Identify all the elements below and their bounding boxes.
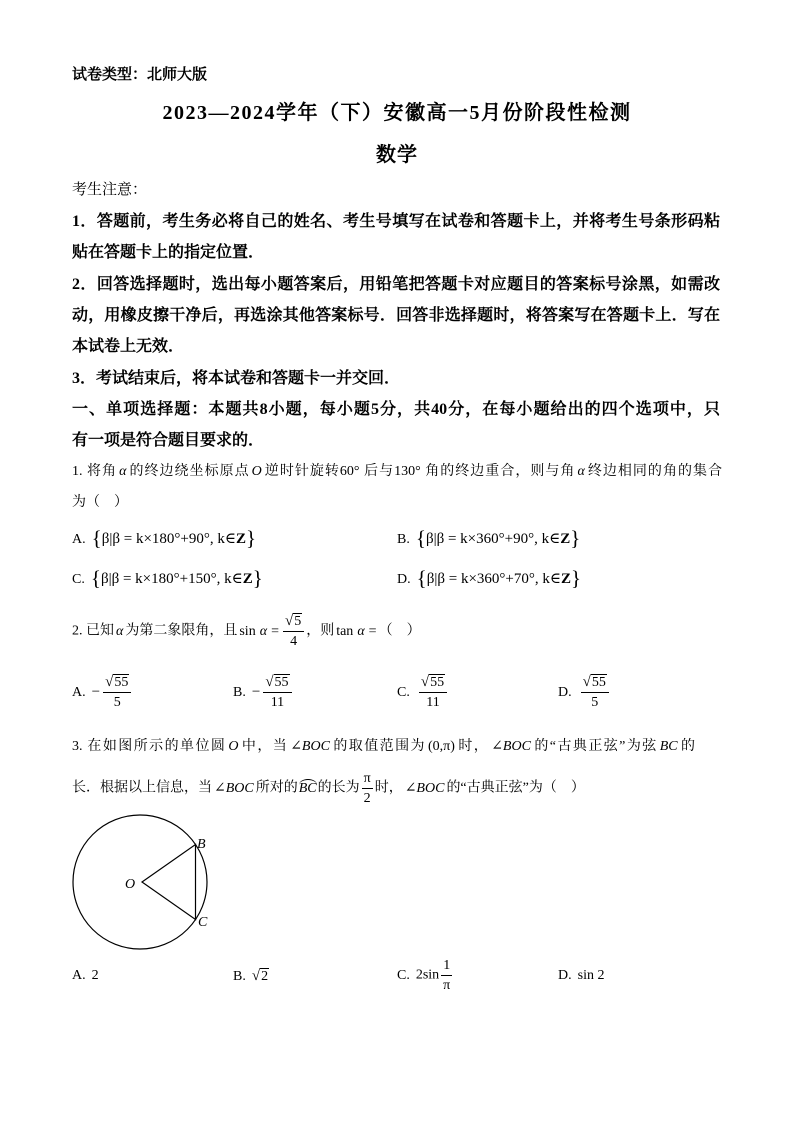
answer-blank: （ ） bbox=[542, 780, 585, 796]
option-label: C. bbox=[397, 684, 410, 700]
stem-text: 中，当 bbox=[240, 739, 289, 754]
radicand: 55 bbox=[430, 675, 445, 690]
answer-blank: （ ） bbox=[378, 623, 421, 639]
sin-function: sin bbox=[239, 623, 256, 639]
radical-sign: √ bbox=[265, 674, 274, 690]
integer-set: Z bbox=[560, 531, 571, 547]
q2-option-a bbox=[72, 673, 133, 712]
math-var: α bbox=[116, 623, 124, 639]
triangle-obc bbox=[142, 845, 196, 920]
q2-option-d bbox=[558, 673, 611, 712]
question-2-stem bbox=[72, 612, 421, 651]
option-label: D. bbox=[397, 572, 411, 587]
exam-type: 试卷类型：北师大版 bbox=[72, 67, 208, 83]
q1-option-d bbox=[397, 568, 581, 590]
brace: } bbox=[252, 566, 263, 590]
fraction bbox=[581, 673, 609, 712]
option-label: A. bbox=[72, 532, 86, 547]
fraction-denominator: 4 bbox=[290, 634, 298, 649]
section-heading: 一、单项选择题：本题共8小题，每小题5分，共40分，在每小题给出的四个选项中，只 bbox=[72, 401, 720, 418]
arc-bc: BC bbox=[298, 779, 318, 799]
stem-text: 终边相同的角的集合 bbox=[586, 464, 723, 479]
math-var: α bbox=[577, 464, 585, 479]
option-label: D. bbox=[558, 968, 572, 983]
option-label: B. bbox=[233, 684, 246, 700]
integer-set: Z bbox=[235, 531, 246, 547]
angle-boc: ∠BOC bbox=[491, 739, 531, 754]
math-var: O bbox=[251, 464, 262, 479]
radicand: 5 bbox=[294, 614, 302, 629]
stem-text: 的终边绕坐标原点 bbox=[128, 464, 250, 479]
fraction bbox=[419, 673, 447, 712]
radicand: 2 bbox=[261, 969, 269, 984]
fraction-denominator: π bbox=[443, 978, 451, 993]
equals-sign: = bbox=[271, 623, 279, 639]
fraction bbox=[441, 956, 452, 995]
fraction bbox=[283, 612, 304, 651]
angle-boc: ∠BOC bbox=[214, 780, 254, 796]
q3-option-b bbox=[233, 966, 269, 987]
integer-set: Z bbox=[242, 571, 253, 587]
option-coefficient: 2sin bbox=[415, 967, 440, 983]
notice-heading: 考生注意： bbox=[72, 182, 148, 198]
radical-sign: √ bbox=[251, 968, 261, 984]
fraction bbox=[103, 673, 131, 712]
brace: } bbox=[570, 526, 581, 550]
fraction-numerator bbox=[103, 673, 131, 693]
label-o: O bbox=[125, 877, 136, 892]
notice-line: 本试卷上无效． bbox=[72, 338, 185, 355]
angle-boc: ∠BOC bbox=[404, 780, 445, 796]
stem-text: 逆时针旋转60° 后与130° 角的终边重合，则与角 bbox=[263, 464, 576, 479]
radicand: 55 bbox=[114, 675, 129, 690]
stem-text: 的长为 bbox=[317, 780, 360, 796]
label-b: B bbox=[197, 837, 206, 852]
radicand: 55 bbox=[274, 675, 289, 690]
equals-sign: = bbox=[368, 623, 377, 639]
fraction-denominator: 5 bbox=[591, 695, 599, 710]
stem-text: 的 bbox=[679, 739, 696, 754]
exam-title: 2023—2024学年（下）安徽高一5月份阶段性检测 bbox=[162, 102, 632, 124]
tan-function: tan bbox=[336, 623, 354, 639]
q2-option-b bbox=[233, 673, 294, 712]
set-expression: β|β = k×360°+70°, k∈ bbox=[426, 571, 561, 587]
fraction-numerator: π bbox=[362, 769, 373, 789]
question-3-stem bbox=[72, 737, 695, 757]
notice-line: 1．答题前，考生务必将自己的姓名、考生号填写在试卷和答题卡上，并将考生号条形码粘 bbox=[72, 213, 720, 230]
integer-set: Z bbox=[560, 571, 571, 587]
q1-option-a bbox=[72, 528, 256, 550]
math-var: α bbox=[119, 464, 127, 479]
fraction-numerator bbox=[581, 673, 609, 693]
minus-sign: − bbox=[91, 683, 101, 700]
stem-text: 的取值范围为 bbox=[331, 739, 426, 754]
q1-option-b bbox=[397, 528, 580, 550]
fraction-denominator: 11 bbox=[270, 695, 285, 710]
stem-text: 的“古典正弦”为弦 bbox=[532, 739, 658, 754]
q2-option-c bbox=[397, 673, 449, 712]
option-label: D. bbox=[558, 684, 572, 700]
section-heading: 有一项是符合题目要求的． bbox=[72, 432, 265, 449]
stem-text: ，则 bbox=[306, 623, 335, 639]
stem-text: 1. 将角 bbox=[72, 464, 118, 479]
notice-line: 3．考试结束后，将本试卷和答题卡一并交回． bbox=[72, 370, 401, 387]
option-label: A. bbox=[72, 684, 86, 700]
question-3-stem-cont bbox=[72, 769, 585, 808]
fraction-numerator bbox=[263, 673, 291, 693]
q3-option-a bbox=[72, 966, 99, 986]
question-1-stem bbox=[72, 462, 722, 482]
q1-option-c bbox=[72, 568, 263, 590]
math-var: O bbox=[228, 739, 239, 754]
radical-sign: √ bbox=[582, 674, 591, 690]
radical-sign: √ bbox=[105, 674, 114, 690]
brace: { bbox=[416, 566, 427, 590]
unit-circle-figure bbox=[70, 812, 220, 957]
fraction-denominator: 11 bbox=[426, 695, 440, 710]
angle-boc: ∠BOC bbox=[290, 739, 330, 754]
option-label: B. bbox=[397, 532, 410, 547]
brace: { bbox=[90, 566, 101, 590]
fraction-numerator bbox=[419, 673, 447, 693]
fraction-numerator bbox=[283, 612, 304, 632]
stem-text: 2. 已知 bbox=[72, 623, 114, 639]
math-var: α bbox=[357, 623, 365, 639]
fraction-denominator: 5 bbox=[113, 695, 121, 710]
option-label: B. bbox=[233, 969, 246, 984]
option-label: A. bbox=[72, 968, 86, 983]
option-label: C. bbox=[397, 967, 410, 983]
radical-sign: √ bbox=[284, 613, 294, 629]
set-expression: β|β = k×360°+90°, k∈ bbox=[425, 531, 561, 547]
chord-bc: BC bbox=[659, 739, 678, 754]
stem-text: 的“古典正弦”为 bbox=[446, 780, 543, 796]
label-c: C bbox=[198, 915, 208, 930]
interval: (0,π) bbox=[427, 739, 455, 754]
brace: { bbox=[415, 526, 426, 550]
option-value: 2 bbox=[91, 968, 99, 983]
fraction-denominator: 2 bbox=[363, 791, 371, 806]
q3-option-c bbox=[397, 956, 454, 995]
notice-line: 贴在答题卡上的指定位置． bbox=[72, 244, 265, 261]
stem-text: 时， bbox=[456, 739, 490, 754]
fraction bbox=[263, 673, 291, 712]
math-var: α bbox=[259, 623, 268, 639]
stem-text: 时， bbox=[374, 780, 403, 796]
fraction bbox=[362, 769, 373, 808]
option-label: C. bbox=[72, 572, 85, 587]
brace: } bbox=[570, 566, 582, 590]
stem-text: 所对的 bbox=[255, 780, 298, 796]
question-1-stem-end: 为（ ） bbox=[72, 495, 128, 510]
set-expression: β|β = k×180°+90°, k∈ bbox=[101, 531, 236, 547]
unit-circle bbox=[73, 815, 207, 949]
subject-title: 数学 bbox=[376, 144, 418, 166]
fraction-numerator: 1 bbox=[441, 956, 452, 976]
brace: { bbox=[91, 526, 102, 550]
brace: } bbox=[245, 526, 257, 550]
minus-sign: − bbox=[251, 683, 261, 700]
option-value: sin 2 bbox=[577, 968, 605, 983]
notice-line: 2．回答选择题时，选出每小题答案后，用铅笔把答题卡对应题目的答案标号涂黑，如需改 bbox=[72, 276, 720, 293]
set-expression: β|β = k×180°+150°, k∈ bbox=[100, 571, 243, 587]
notice-line: 动，用橡皮擦干净后，再选涂其他答案标号．回答非选择题时，将答案写在答题卡上．写在 bbox=[72, 307, 720, 324]
radical-sign: √ bbox=[420, 674, 430, 690]
radicand: 55 bbox=[591, 675, 606, 690]
stem-text: 长．根据以上信息，当 bbox=[72, 780, 212, 796]
stem-text: 为第二象限角，且 bbox=[125, 623, 238, 639]
stem-text: 3. 在如图所示的单位圆 bbox=[72, 739, 227, 754]
q3-option-d bbox=[558, 966, 604, 986]
